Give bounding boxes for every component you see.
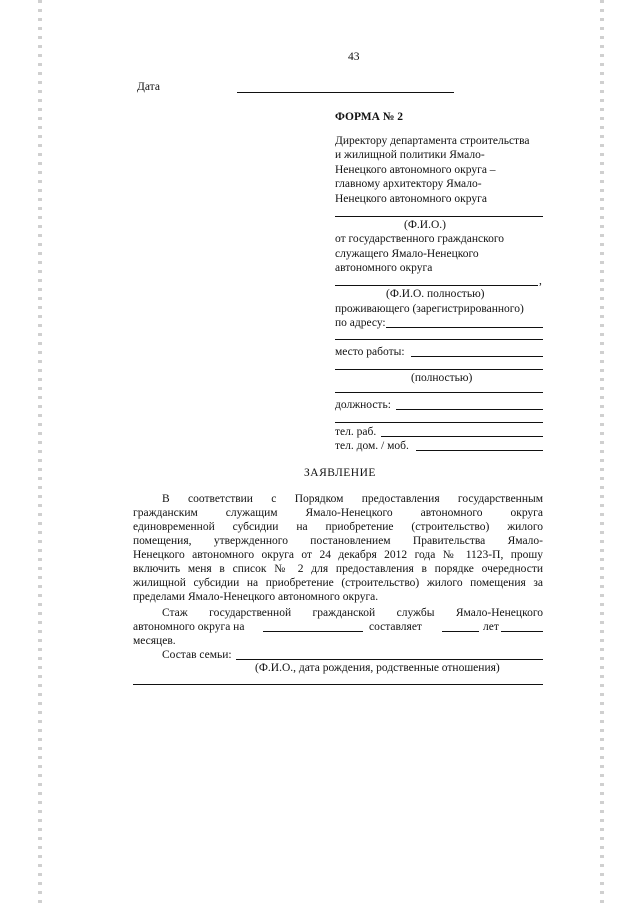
fio-full-caption: (Ф.И.О. полностью) [386, 288, 485, 300]
addressee-line: и жилищной политики Ямало- [335, 149, 485, 161]
phone-home-label: тел. дом. / моб. [335, 440, 409, 452]
addressee-line: Директору департамента строительства [335, 135, 530, 147]
workplace-label: место работы: [335, 346, 405, 358]
residing-label: проживающего (зарегистрированного) [335, 303, 524, 315]
fio-caption: (Ф.И.О.) [404, 219, 446, 231]
scan-edge-left [38, 0, 42, 905]
service-line-2c: лет [483, 621, 499, 633]
family-field-line-2[interactable] [133, 684, 543, 685]
family-caption: (Ф.И.О., дата рождения, родственные отношения) [255, 662, 500, 674]
phone-work-label: тел. раб. [335, 426, 377, 438]
position-label: должность: [335, 399, 391, 411]
service-months-count-line[interactable] [501, 631, 543, 632]
family-label: Состав семьи: [162, 649, 232, 661]
body-line: жилищной субсидии на приобретение (строительство) жилого помещения за [133, 577, 543, 589]
service-years-field-line[interactable] [263, 631, 363, 632]
body-line: Ненецкого автономного округа от 24 декабря 2012 года № 1123-П, прошу [133, 549, 543, 561]
body-line: гражданским служащим Ямало-Ненецкого автономного округа [133, 507, 543, 519]
from-line: от государственного гражданского [335, 233, 505, 245]
addressee-line: главному архитектору Ямало- [335, 178, 482, 190]
workplace-field-line[interactable] [411, 356, 543, 357]
body-line: пределами Ямало-Ненецкого автономного округа. [133, 591, 379, 603]
phone-home-field-line[interactable] [416, 450, 543, 451]
statement-title: ЗАЯВЛЕНИЕ [304, 467, 376, 479]
service-line-2b: составляет [369, 621, 422, 633]
full-caption: (полностью) [411, 372, 473, 384]
date-label: Дата [137, 81, 160, 93]
family-field-line[interactable] [236, 659, 543, 660]
address-label: по адресу: [335, 317, 386, 329]
scan-edge-right [600, 0, 604, 905]
page-number: 43 [348, 51, 360, 63]
service-years-count-line[interactable] [442, 631, 479, 632]
position-field-line-2[interactable] [335, 422, 543, 423]
addressee-line: Ненецкого автономного округа – [335, 164, 496, 176]
workplace-field-line-2[interactable] [335, 369, 543, 370]
from-line: автономного округа [335, 262, 433, 274]
body-line: единовременной субсидии на приобретение (строительство) жилого [133, 521, 543, 533]
applicant-fio-line[interactable] [335, 285, 538, 286]
position-field-line[interactable] [396, 409, 543, 410]
addressee-line: Ненецкого автономного округа [335, 193, 487, 205]
date-field-line[interactable] [237, 92, 454, 93]
workplace-field-line-3[interactable] [335, 392, 543, 393]
body-line: В соответствии с Порядком предоставления государственным [162, 493, 543, 505]
comma: , [539, 275, 542, 287]
phone-work-field-line[interactable] [381, 436, 543, 437]
address-field-line-2[interactable] [335, 339, 543, 340]
body-line: включить меня в список № 2 для предоставления в порядке очередности [133, 563, 543, 575]
service-line-1: Стаж государственной гражданской службы Ямало-Ненецкого [162, 607, 543, 619]
address-field-line[interactable] [386, 327, 543, 328]
body-line: помещения, утвержденного постановлением Правительства Ямало- [133, 535, 543, 547]
form-title: ФОРМА № 2 [335, 111, 403, 123]
service-line-3: месяцев. [133, 635, 176, 647]
from-line: служащего Ямало-Ненецкого [335, 248, 479, 260]
service-line-2a: автономного округа на [133, 621, 245, 633]
director-fio-line[interactable] [335, 216, 543, 217]
